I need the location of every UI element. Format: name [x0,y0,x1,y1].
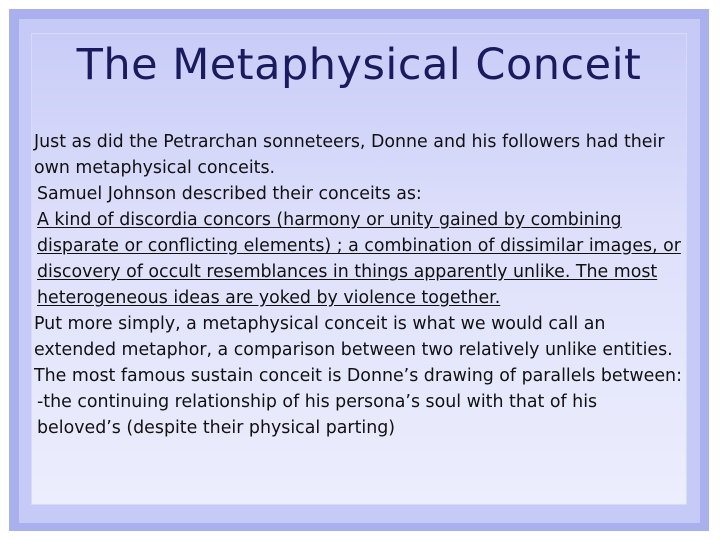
slide-title: The Metaphysical Conceit [76,40,642,90]
paragraph-simply: Put more simply, a metaphysical conceit is what we would call an extended metaphor, a comparison between two relatively unlike entities. [34,314,673,360]
paragraph-relationship: -the continuing relationship of his persona’s soul with that of his beloved’s (despite their physical parting) [37,392,598,438]
paragraph-quote: A kind of discordia concors (harmony or unity gained by combining disparate or conflicting elements) ; a combination of dissimilar images, or discovery of occult resemblances in things apparently unlike. The most heterogeneous ideas are yoked by violence together. [37,210,681,308]
slide-body [34,129,684,441]
paragraph-famous: The most famous sustain conceit is Donne’s drawing of parallels between: [34,366,682,386]
paragraph-johnson: Samuel Johnson described their conceits as: [37,184,422,204]
paragraph-intro: Just as did the Petrarchan sonneteers, Donne and his followers had their own metaphysical conceits. [34,132,665,178]
